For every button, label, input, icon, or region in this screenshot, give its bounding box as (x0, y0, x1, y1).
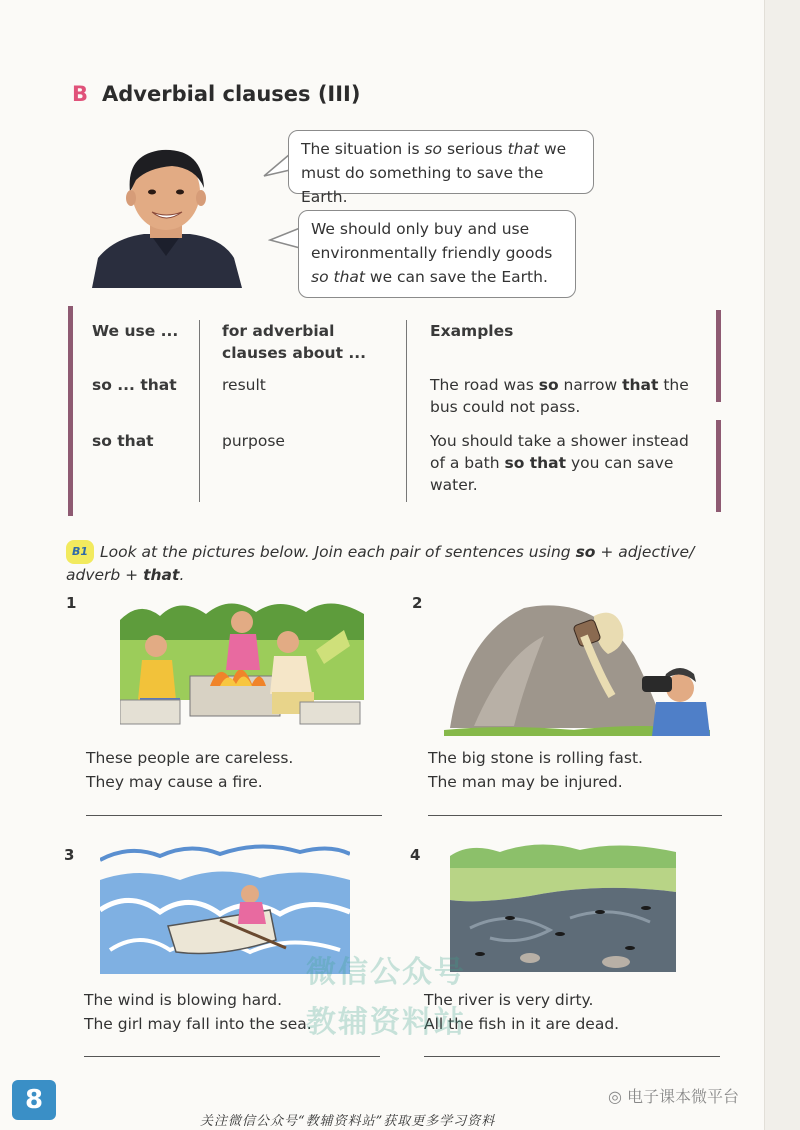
table-right-bar (716, 420, 721, 512)
bubble-tail (268, 220, 302, 260)
example-keyword: so (538, 376, 559, 394)
table-right-bar (716, 310, 721, 402)
row-about: purpose (222, 432, 285, 450)
exercise-sentences (86, 746, 386, 794)
example-keyword: so that (504, 454, 567, 472)
example-text: You should take a shower instead of a bath (430, 432, 689, 472)
watermark-line: 微信公众号 (306, 955, 466, 990)
speech-bubble-2 (298, 210, 576, 298)
table-divider (406, 320, 407, 502)
platform-watermark (608, 1084, 739, 1107)
platform-label: 电子课本微平台 (627, 1087, 740, 1106)
section-title: Adverbial clauses (III) (102, 82, 361, 106)
header-about: for adverbial clauses about ... (222, 322, 367, 362)
instruction-keyword: that (143, 566, 180, 584)
row-about: result (222, 376, 266, 394)
campfire-picture (120, 590, 364, 736)
exercise-sentences (424, 988, 724, 1036)
instruction-text: . (179, 566, 185, 584)
page-edge (764, 0, 800, 1130)
page-number: 8 (12, 1080, 56, 1120)
grammar-table (68, 306, 722, 516)
answer-line (428, 815, 722, 816)
bubble-keyword: so that (311, 268, 365, 286)
exercise-number: 3 (64, 846, 75, 864)
example-text: you can save water. (430, 454, 674, 494)
section-letter: B (72, 82, 89, 106)
bubble-keyword: so (424, 140, 443, 158)
watermark-line: 教辅资料站 (306, 1005, 466, 1040)
example-text: narrow (558, 376, 623, 394)
table-left-bar (68, 306, 73, 516)
row-example (430, 430, 702, 496)
instruction-text: Look at the pictures below. Join each pair of sentences using (100, 543, 576, 561)
exercise-instruction (66, 540, 726, 586)
example-text: the bus could not pass. (430, 376, 689, 416)
bubble-text: serious (442, 140, 508, 158)
exercise-number: 1 (66, 594, 77, 612)
sentence-1: The river is very dirty. (424, 991, 594, 1009)
exercise-number: 4 (410, 846, 421, 864)
instruction-text: + adjective/ adverb + (66, 543, 695, 584)
section-heading (72, 82, 360, 106)
answer-line (424, 1056, 720, 1057)
answer-line (84, 1056, 380, 1057)
table-divider (199, 320, 200, 502)
example-text: The road was (430, 376, 539, 394)
bubble-text: we must do something to save the Earth. (301, 140, 567, 206)
answer-line (86, 815, 382, 816)
example-keyword: that (622, 376, 659, 394)
exercise-number: 2 (412, 594, 423, 612)
exercise-badge: B1 (66, 540, 94, 564)
instruction-keyword: so (575, 543, 596, 561)
row-use: so that (92, 432, 154, 450)
exercise-sentences (428, 746, 728, 794)
sentence-2: They may cause a fire. (86, 773, 263, 791)
sentence-2: The man may be injured. (428, 773, 623, 791)
chat-icon: ◎ (608, 1087, 628, 1106)
center-watermark (306, 948, 466, 1048)
header-examples: Examples (430, 322, 514, 340)
row-use: so ... that (92, 376, 177, 394)
dirty-river-picture (450, 838, 676, 972)
bubble-text: we can save the Earth. (364, 268, 548, 286)
footer-note: 关注微信公众号“教辅资料站”获取更多学习资料 (200, 1114, 496, 1129)
sentence-1: The big stone is rolling fast. (428, 749, 643, 767)
header-we-use: We use ... (92, 322, 179, 340)
bubble-text: The situation is (301, 140, 425, 158)
sentence-2: The girl may fall into the sea. (84, 1015, 312, 1033)
sentence-2: All the fish in it are dead. (424, 1015, 620, 1033)
sentence-1: These people are careless. (86, 749, 294, 767)
boy-illustration (92, 140, 242, 288)
rolling-stone-picture (444, 596, 710, 736)
bubble-keyword: that (507, 140, 540, 158)
sentence-1: The wind is blowing hard. (84, 991, 283, 1009)
speech-bubble-1 (288, 130, 594, 206)
bubble-text: We should only buy and use environmentally friendly goods (311, 220, 553, 262)
row-example (430, 374, 692, 418)
